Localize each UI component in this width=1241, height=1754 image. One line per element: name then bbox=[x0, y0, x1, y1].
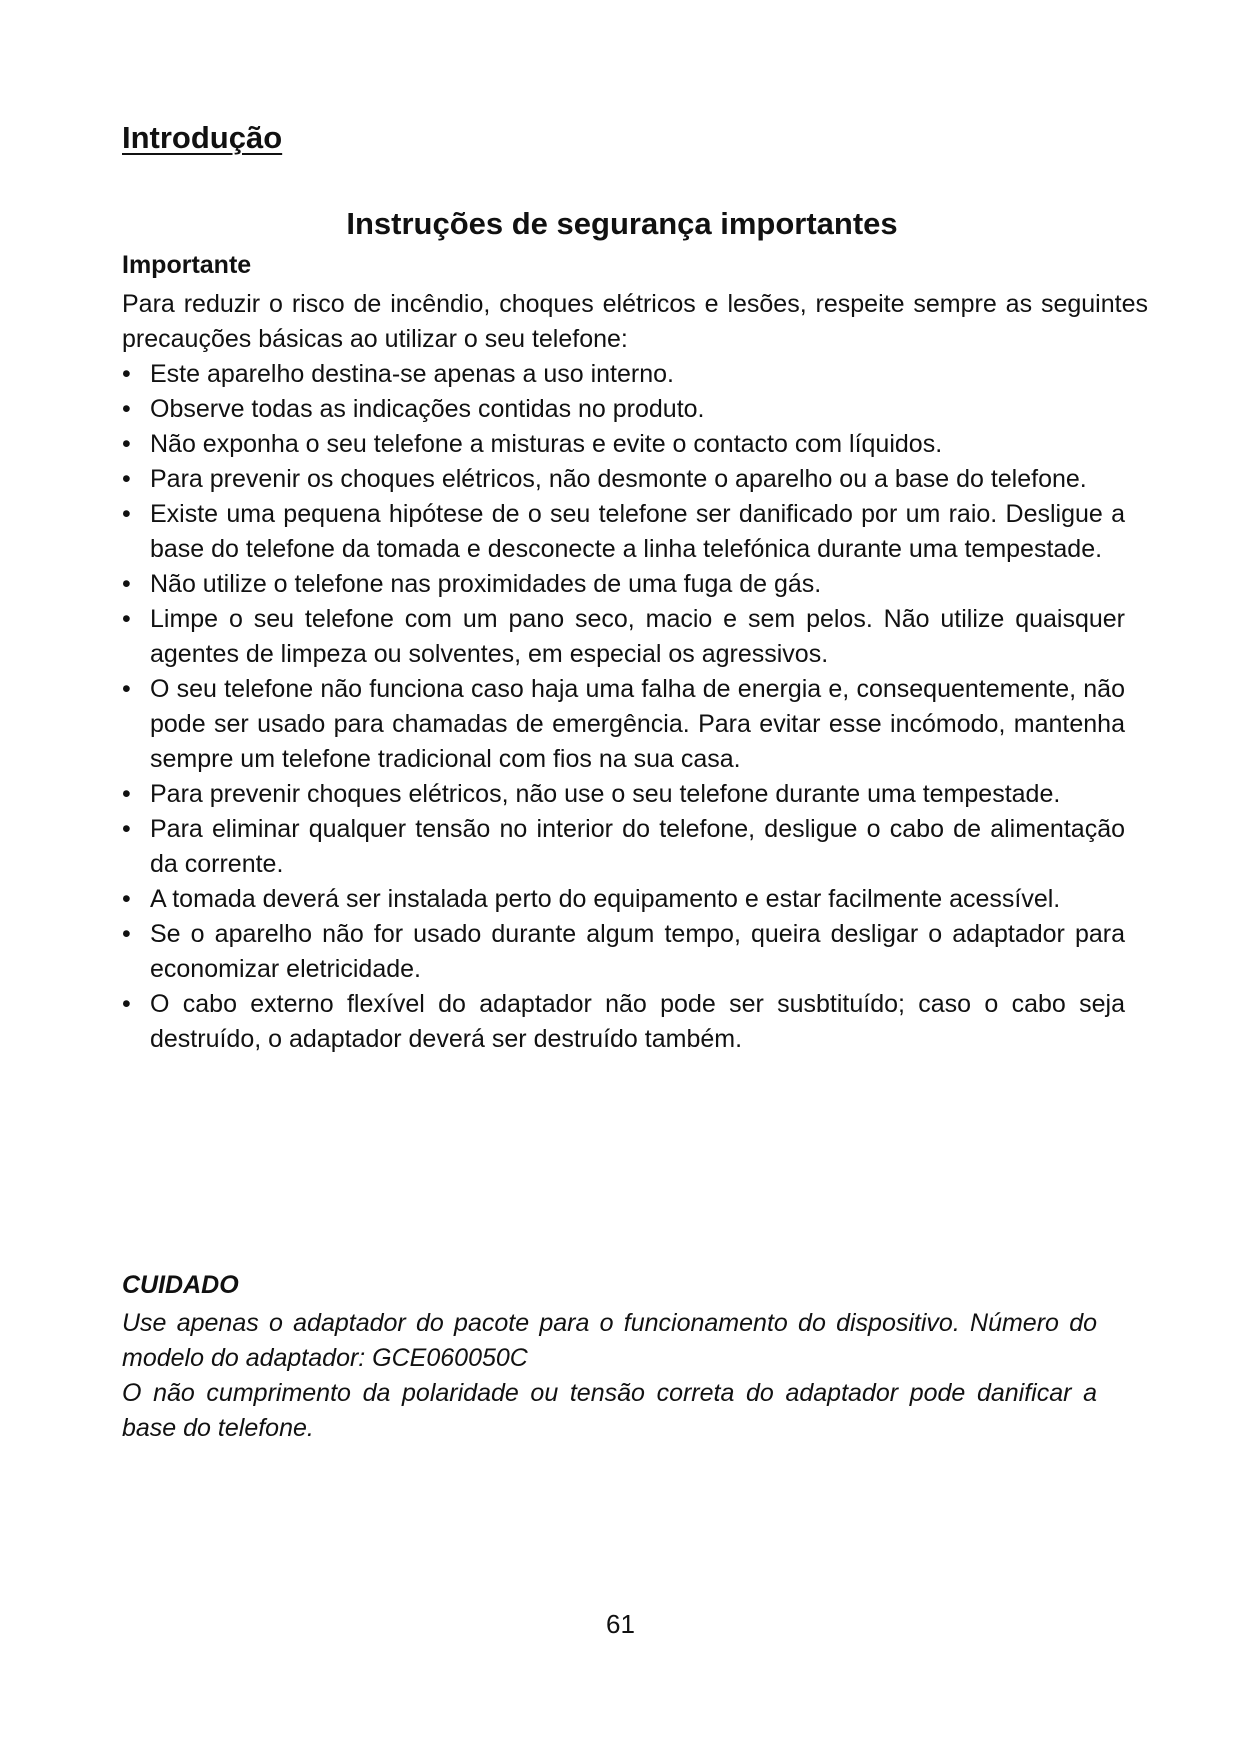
bullet-icon: • bbox=[122, 675, 131, 703]
page-number: 61 bbox=[606, 1609, 635, 1639]
bullet-icon: • bbox=[122, 780, 131, 808]
safety-bullet-list bbox=[122, 357, 1125, 1057]
caution-label: CUIDADO bbox=[122, 1271, 239, 1299]
bullet-icon: • bbox=[122, 465, 131, 493]
list-item-text: Não exponha o seu telefone a misturas e evite o contacto com líquidos. bbox=[150, 430, 943, 458]
list-item-text: Existe uma pequena hipótese de o seu telefone ser danificado por um raio. Desligue a base do telefone da tomada e desconecte a linha telefónica durante uma tempestade. bbox=[150, 500, 1125, 563]
bullet-icon: • bbox=[122, 500, 131, 528]
list-item bbox=[122, 567, 1125, 602]
intro-paragraph: Para reduzir o risco de incêndio, choques elétricos e lesões, respeite sempre as seguintes precauções básicas ao utilizar o seu telefone: bbox=[122, 290, 1148, 353]
list-item-text: Para eliminar qualquer tensão no interior do telefone, desligue o cabo de alimentação da corrente. bbox=[150, 815, 1125, 878]
bullet-icon: • bbox=[122, 570, 131, 598]
bullet-icon: • bbox=[122, 395, 131, 423]
list-item bbox=[122, 672, 1125, 777]
list-item bbox=[122, 497, 1125, 567]
list-item-text: O seu telefone não funciona caso haja uma falha de energia e, consequentemente, não pode ser usado para chamadas de emergência. Para evitar esse incómodo, mantenha sempre um telefone tradicional com fios na sua casa. bbox=[150, 675, 1125, 773]
bullet-icon: • bbox=[122, 990, 131, 1018]
list-item bbox=[122, 602, 1125, 672]
list-item-text: Para prevenir choques elétricos, não use o seu telefone durante uma tempestade. bbox=[150, 780, 1061, 808]
bullet-icon: • bbox=[122, 920, 131, 948]
list-item-text: Este aparelho destina-se apenas a uso interno. bbox=[150, 360, 674, 388]
page-title: Instruções de segurança importantes bbox=[346, 206, 898, 241]
list-item bbox=[122, 462, 1125, 497]
list-item bbox=[122, 987, 1125, 1057]
bullet-icon: • bbox=[122, 815, 131, 843]
bullet-icon: • bbox=[122, 430, 131, 458]
important-label: Importante bbox=[122, 251, 252, 279]
list-item-text: Não utilize o telefone nas proximidades de uma fuga de gás. bbox=[150, 570, 822, 598]
section-heading: Introdução bbox=[122, 120, 283, 155]
list-item-text: Limpe o seu telefone com um pano seco, macio e sem pelos. Não utilize quaisquer agentes de limpeza ou solventes, em especial os agressivos. bbox=[150, 605, 1125, 668]
list-item bbox=[122, 777, 1125, 812]
bullet-icon: • bbox=[122, 360, 131, 388]
caution-paragraph-adapter: Use apenas o adaptador do pacote para o funcionamento do dispositivo. Número do modelo do adaptador: GCE060050C bbox=[122, 1309, 1097, 1372]
list-item bbox=[122, 427, 1125, 462]
list-item bbox=[122, 812, 1125, 882]
list-item bbox=[122, 917, 1125, 987]
list-item-text: Se o aparelho não for usado durante algum tempo, queira desligar o adaptador para economizar eletricidade. bbox=[150, 920, 1125, 983]
list-item-text: A tomada deverá ser instalada perto do equipamento e estar facilmente acessível. bbox=[150, 885, 1061, 913]
bullet-icon: • bbox=[122, 885, 131, 913]
list-item-text: Para prevenir os choques elétricos, não desmonte o aparelho ou a base do telefone. bbox=[150, 465, 1087, 493]
list-item bbox=[122, 392, 1125, 427]
list-item bbox=[122, 357, 1125, 392]
list-item-text: Observe todas as indicações contidas no produto. bbox=[150, 395, 705, 423]
list-item-text: O cabo externo flexível do adaptador não pode ser susbtituído; caso o cabo seja destruído, o adaptador deverá ser destruído também. bbox=[150, 990, 1125, 1053]
caution-paragraph-polarity: O não cumprimento da polaridade ou tensão correta do adaptador pode danificar a base do telefone. bbox=[122, 1379, 1097, 1442]
list-item bbox=[122, 882, 1125, 917]
bullet-icon: • bbox=[122, 605, 131, 633]
